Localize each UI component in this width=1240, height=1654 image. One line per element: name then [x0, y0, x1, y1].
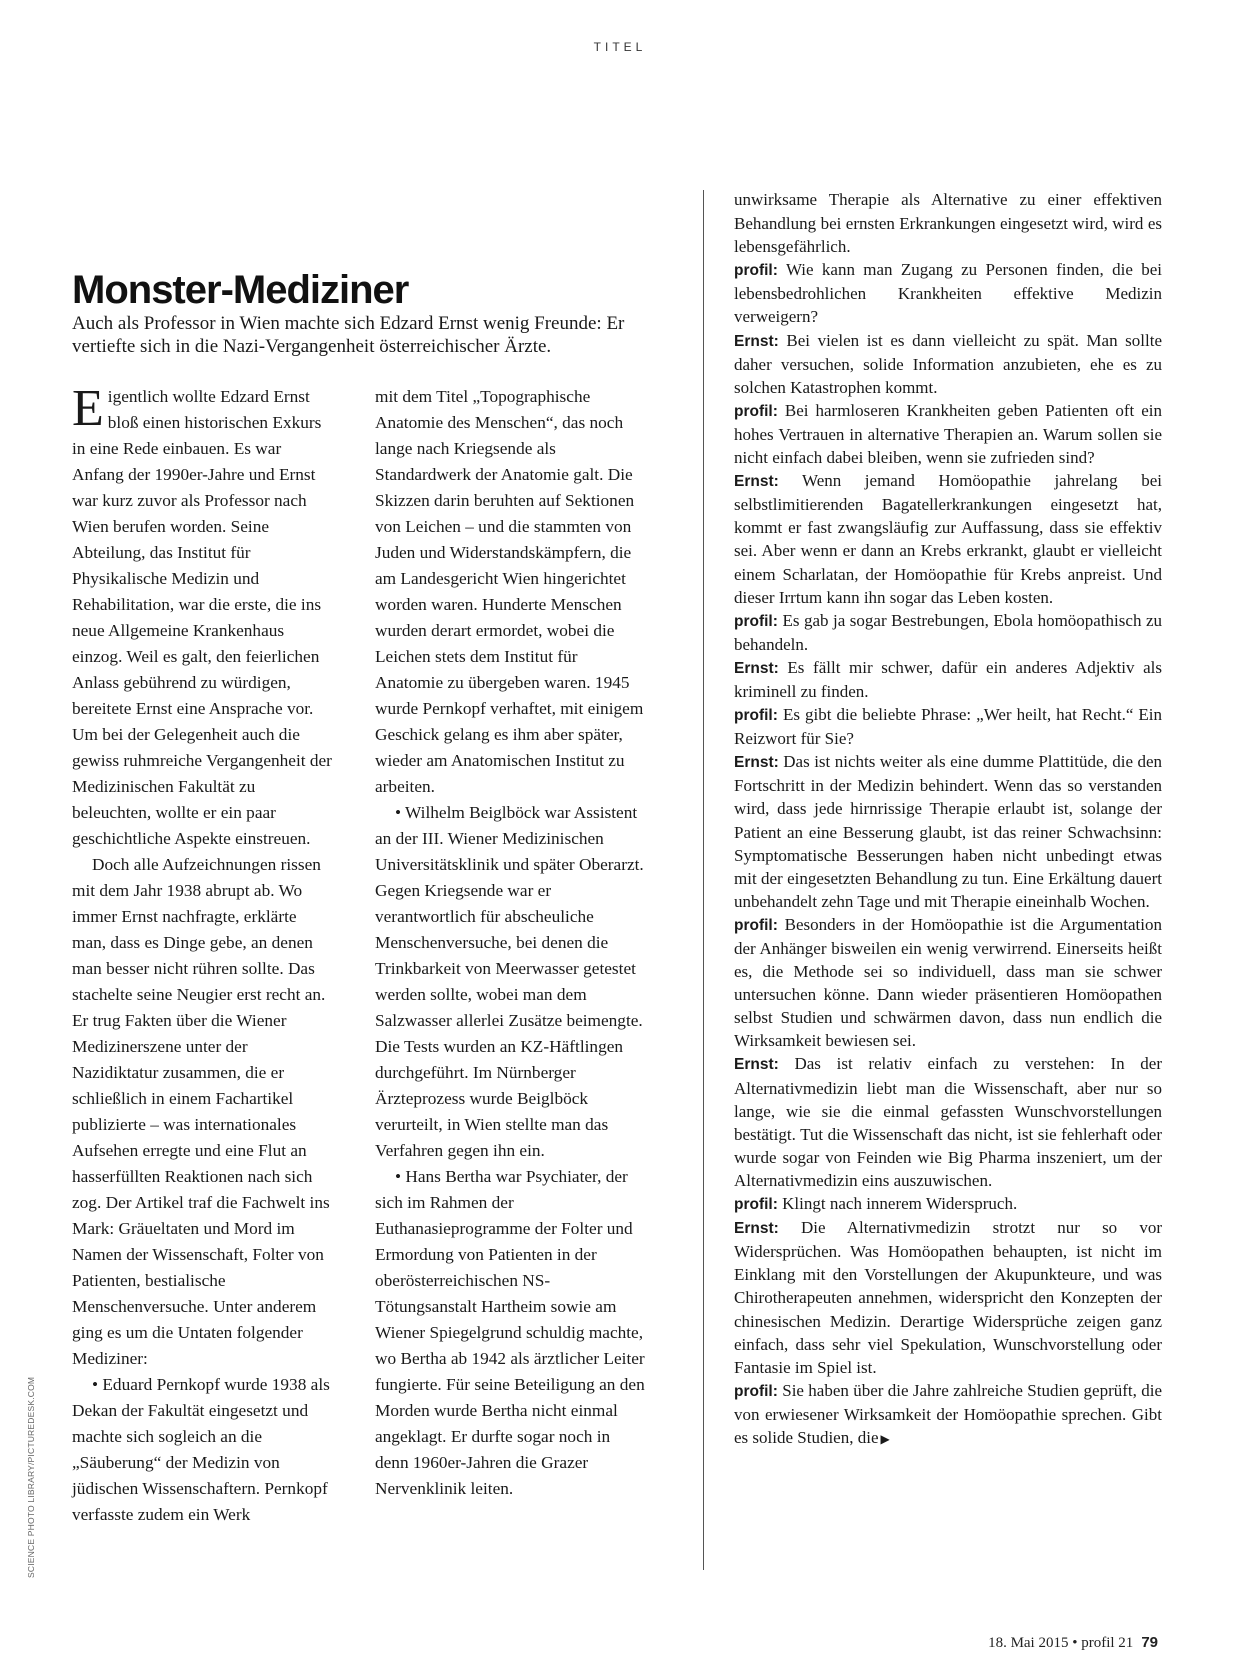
- headline: Monster-Mediziner: [72, 268, 409, 312]
- article-paragraph: • Eduard Pernkopf wurde 1938 als Dekan der Fakultät eingesetzt und machte sich sogleich an die „Säuberung“ der Medizin von jüdischen Wissenschaftern. Pernkopf verfasste zudem ein Werk: [72, 1375, 330, 1524]
- interview-paragraph: [734, 1379, 1162, 1451]
- interview-paragraph: [734, 258, 1162, 328]
- page-number: 79: [1141, 1634, 1158, 1651]
- interview-text: Klingt nach innerem Widerspruch.: [782, 1194, 1018, 1214]
- column-divider: [703, 190, 704, 1570]
- interview-column: [734, 188, 1162, 1451]
- interview-text: Bei harmloseren Krankheiten geben Patienten oft ein hohes Vertrauen in alternative Therapien an. Warum sollen sie nicht einfach dabei bleiben, wenn sie zufrieden sind?: [734, 400, 1163, 468]
- interview-paragraph: [734, 1052, 1162, 1192]
- interview-text: Es gab ja sogar Bestrebungen, Ebola homöopathisch zu behandeln.: [734, 610, 1163, 654]
- speaker-label: Ernst:: [734, 1056, 779, 1074]
- interview-paragraph: [734, 656, 1162, 703]
- interview-text: Sie haben über die Jahre zahlreiche Studien geprüft, die von erwiesener Wirksamkeit der Homöopathie sprechen. Gibt es solide Studien, die: [734, 1380, 1163, 1447]
- speaker-label: profil:: [734, 707, 778, 725]
- interview-text: Die Alternativmedizin strotzt nur so vor Widersprüchen. Was Homöopathen behaupten, ist nicht im Einklang mit den Vorstellungen der Akupunkteure, und was Chirotherapeuten annehmen, widerspricht den Konzepten der chinesischen Medizin. Derartige Widersprüche zeigen ganz einfach, dass sehr viel Spekulation, Wunschvorstellung oder Fantasie im Spiel ist.: [734, 1218, 1163, 1377]
- interview-text: Das ist nichts weiter als eine dumme Plattitüde, die den Fortschritt in der Medizin behindert. Wenn das so verstanden wird, dass jede hirnrissige Therapie erlaubt ist, solange der Patient an eine Besserung glaubt, ist das reiner Schwachsinn: Symptomatische Besserungen haben nicht unbedingt etwas mit der eingesetzten Behandlung zu tun. Eine Erkältung dauert unbehandelt zehn Tage und mit Therapie eineinhalb Wochen.: [734, 752, 1163, 911]
- speaker-label: profil:: [734, 612, 778, 630]
- speaker-label: profil:: [734, 1382, 778, 1400]
- interview-text: Wenn jemand Homöopathie jahrelang bei selbstlimitierenden Bagatellerkrankungen eingesetzt hat, kommt er fast zwangsläufig zur Auffassung, dass sie effektiv sei. Aber wenn er dann an Krebs erkrankt, glaubt er vielleicht einem Scharlatan, der Homöopathie für Krebs anpreist. Und dieser Irrtum kann ihn sogar das Leben kosten.: [734, 471, 1162, 607]
- section-label: TITEL: [593, 40, 647, 54]
- photo-credit: SCIENCE PHOTO LIBRARY/PICTUREDESK.COM: [26, 1376, 36, 1578]
- speaker-label: profil:: [734, 916, 778, 934]
- speaker-label: Ernst:: [734, 1220, 779, 1238]
- article-paragraph: • Hans Bertha war Psychiater, der sich im Rahmen der Euthanasieprogramme der Folter und Ermordung von Patienten in der oberösterreichischen NS-Tötungsanstalt Hartheim sowie am Wiener Spiegelgrund schuldig machte, wo Bertha ab 1942 als ärztlicher Leiter fungierte. Für seine Beteiligung an den Morden wurde Bertha nicht einmal angeklagt. Er durfte sogar noch in denn 1960er-Jahren die Grazer Nervenklinik leiten.: [375, 1167, 645, 1498]
- interview-text: Es gibt die beliebte Phrase: „Wer heilt, hat Recht.“ Ein Reizwort für Sie?: [734, 705, 1162, 749]
- speaker-label: profil:: [734, 402, 778, 420]
- article-column-2: [375, 384, 645, 1502]
- interview-paragraph: [734, 750, 1162, 913]
- speaker-label: profil:: [734, 262, 778, 280]
- interview-text: unwirksame Therapie als Alternative zu einer effektiven Behandlung bei ernsten Erkrankungen eingesetzt wird, wird es lebensgefährlich.: [734, 190, 1162, 257]
- interview-text: Es fällt mir schwer, dafür ein anderes Adjektiv als kriminell zu finden.: [734, 657, 1163, 701]
- interview-paragraph: [734, 469, 1162, 609]
- page-footer: [988, 1634, 1158, 1652]
- interview-paragraph: [734, 1216, 1162, 1379]
- interview-paragraph: [734, 703, 1162, 750]
- article-paragraph: • Wilhelm Beiglböck war Assistent an der III. Wiener Medizinischen Universitätsklinik und später Oberarzt. Gegen Kriegsende war er verantwortlich für abscheuliche Menschenversuche, bei denen die Trinkbarkeit von Meerwasser getestet werden sollte, wobei man dem Salzwasser allerlei Zusätze beimengte. Die Tests wurden an KZ-Häftlingen durchgeführt. Im Nürnberger Ärzteprozess wurde Beiglböck verurteilt, in Wien stellte man das Verfahren gegen ihn ein.: [375, 803, 644, 1160]
- interview-paragraph: [734, 329, 1162, 399]
- speaker-label: Ernst:: [734, 332, 779, 350]
- interview-text: Besonders in der Homöopathie ist die Argumentation der Anhänger bisweilen ein wenig verwirrend. Einerseits heißt es, die Methode sei so individuell, dass man sie schwer untersuchen könne. Dann wieder präsentieren Homöopathen selbst Studien und schwärmen davon, dass nun endlich die Wirksamkeit bewiesen sei.: [734, 914, 1163, 1051]
- interview-text: Das ist relativ einfach zu verstehen: In der Alternativmedizin liebt man die Wissenschaft, aber nur so lange, wie sie die einmal gefassten Wunschvorstellungen bestätigt. Tut die Wissenschaft das nicht, ist sie fehlerhaft oder wurde sogar von Feinden wie Big Pharma inszeniert, um der Alternativmedizin eins auszuwischen.: [734, 1054, 1162, 1190]
- interview-paragraph: [734, 609, 1162, 656]
- speaker-label: Ernst:: [734, 659, 779, 677]
- speaker-label: Ernst:: [734, 754, 779, 772]
- interview-text: Bei vielen ist es dann vielleicht zu spät. Man sollte daher versuchen, solide Information anzubieten, ehe es zu solchen Katastrophen kommt.: [734, 330, 1163, 397]
- interview-paragraph: [734, 188, 1162, 258]
- footer-date-issue: 18. Mai 2015 • profil 21: [988, 1635, 1134, 1651]
- article-paragraph: mit dem Titel „Topographische Anatomie des Menschen“, das noch lange nach Kriegsende als Standardwerk der Anatomie galt. Die Skizzen darin beruhten auf Sektionen von Leichen – und die stammten von Juden und Widerstandskämpfern, die am Landesgericht Wien hingerichtet worden waren. Hunderte Menschen wurden derart ermordet, wobei die Leichen stets dem Institut für Anatomie zu übergeben waren. 1945 wurde Pernkopf verhaftet, mit einigem Geschick gelang es ihm aber später, wieder am Anatomischen Institut zu arbeiten.: [375, 387, 644, 796]
- speaker-label: Ernst:: [734, 473, 779, 491]
- speaker-label: profil:: [734, 1196, 778, 1214]
- interview-text: Wie kann man Zugang zu Personen finden, die bei lebensbedrohlichen Krankheiten effektive Medizin verweigern?: [734, 260, 1162, 327]
- article-column-1: [72, 380, 334, 1528]
- subhead: Auch als Professor in Wien machte sich Edzard Ernst wenig Freunde: Er vertiefte sich in die Nazi-Vergangenheit österreichischer Ärzte.: [72, 313, 625, 357]
- article-paragraph: Doch alle Aufzeichnungen rissen mit dem Jahr 1938 abrupt ab. Wo immer Ernst nachfragte, erklärte man, dass es Dinge gebe, an denen man besser nicht rühren sollte. Das stachelte seine Neugier erst recht an. Er trug Fakten über die Wiener Medizinerszene unter der Nazidiktatur zusammen, die er schließlich in einem Fachartikel publizierte – was internationales Aufsehen erregte und eine Flut an hasserfüllten Reaktionen nach sich zog. Der Artikel traf die Fachwelt ins Mark: Gräueltaten und Mord im Namen der Wissenschaft, Folter von Patienten, bestialische Menschenversuche. Unter anderem ging es um die Untaten folgender Mediziner:: [72, 855, 330, 1368]
- article-paragraph: Eigentlich wollte Edzard Ernst bloß einen historischen Exkurs in eine Rede einbauen. Es war Anfang der 1990er-Jahre und Ernst war kurz zuvor als Professor nach Wien berufen worden. Seine Abteilung, das Institut für Physikalische Medizin und Rehabilitation, war die erste, die ins neue Allgemeine Krankenhaus einzog. Weil es galt, den feierlichen Anlass gebührend zu würdigen, bereitete Ernst eine Ansprache vor. Um bei der Gelegenheit auch die gewiss ruhmreiche Vergangenheit der Medizinischen Fakultät zu beleuchten, wollte er ein paar geschichtliche Aspekte einstreuen.: [72, 380, 332, 848]
- continue-arrow-icon: ▶: [880, 1431, 890, 1446]
- interview-paragraph: [734, 399, 1162, 469]
- interview-paragraph: [734, 1192, 1162, 1216]
- interview-paragraph: [734, 913, 1162, 1053]
